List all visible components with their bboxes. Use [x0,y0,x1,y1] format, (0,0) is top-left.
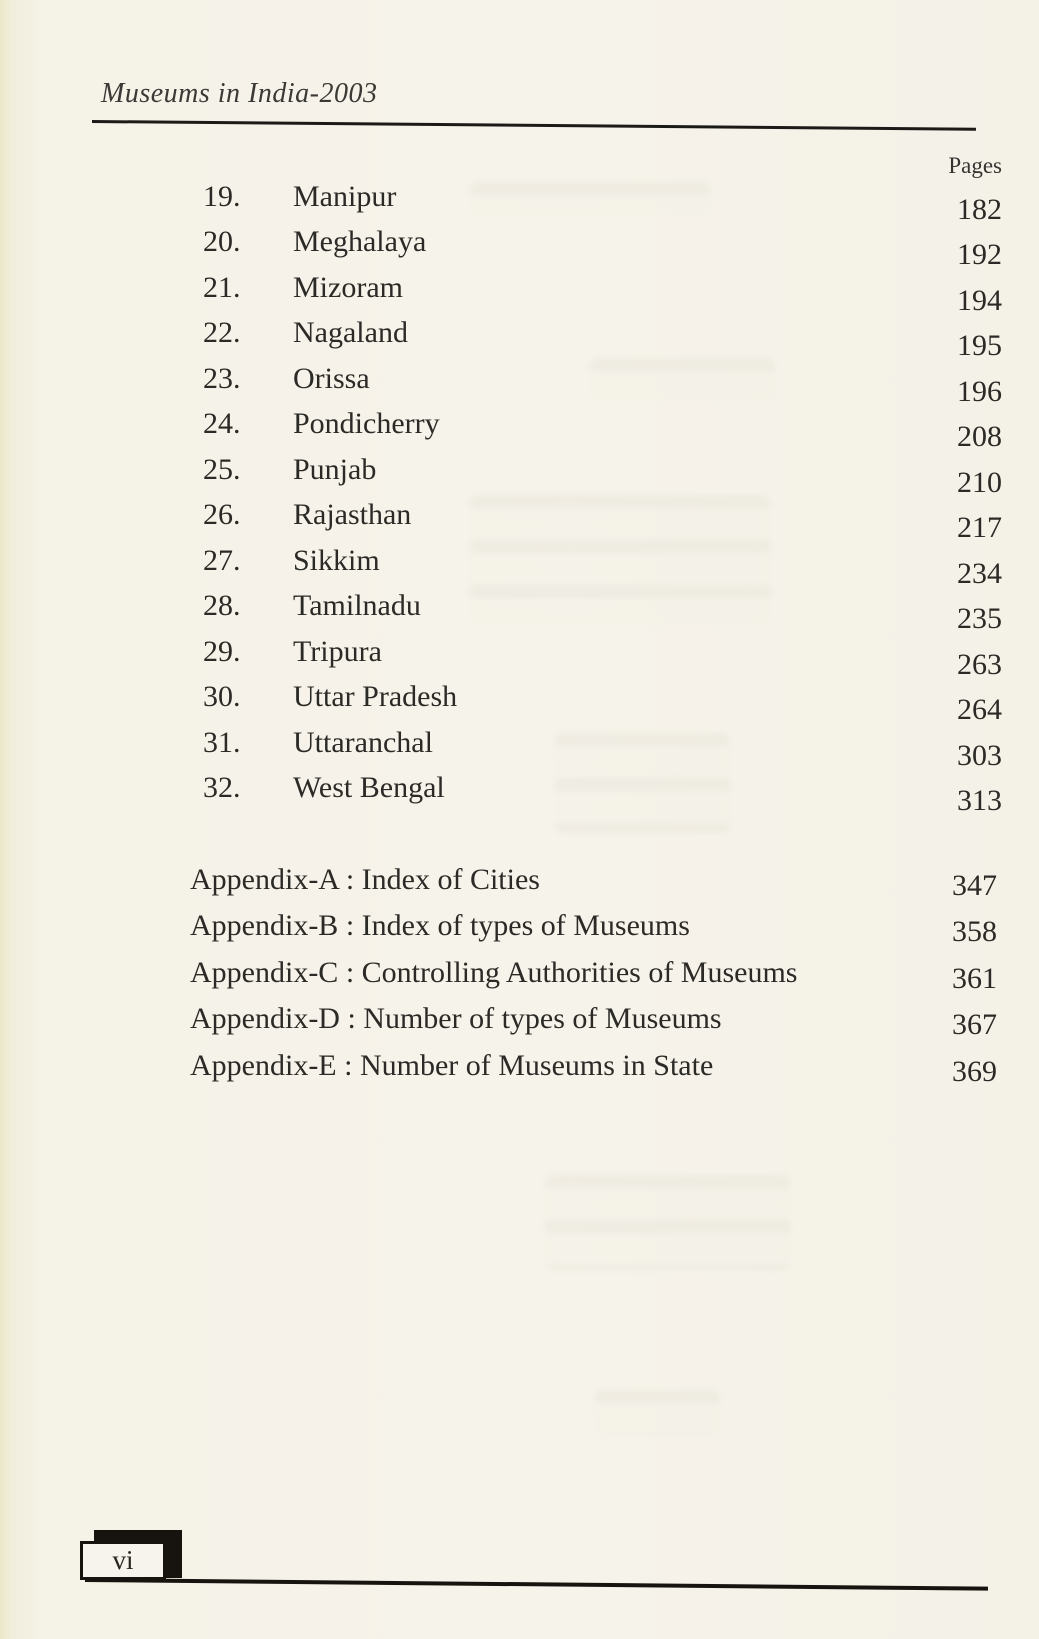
appendix-page: 347 [952,869,997,902]
toc-row [0,680,1039,726]
toc-row [0,635,1039,681]
appendix-row [0,956,1039,1000]
pages-column-header: Pages [948,153,1002,178]
toc-entry-page: 210 [957,466,1002,499]
toc-entry-page: 234 [957,557,1002,590]
toc-entry-label: Uttaranchal [293,726,433,759]
toc-row [0,225,1039,271]
toc-entry-page: 182 [957,193,1002,226]
toc-entry-label: Tamilnadu [293,589,421,622]
toc-row [0,316,1039,362]
toc-entry-label: Nagaland [293,316,408,349]
appendix-label: Appendix-A : Index of Cities [190,863,540,896]
page-marker-label: vi [112,1545,134,1575]
toc-entry-label: Uttar Pradesh [293,680,458,713]
toc-entry-page: 264 [957,693,1002,726]
toc-entry-label: Tripura [293,635,382,668]
toc-entry-number: 25. [203,453,241,486]
toc-row [0,726,1039,772]
toc-entry-number: 30. [203,680,241,713]
footer-rule [85,1578,988,1590]
toc-entry-page: 235 [957,602,1002,635]
toc-entry-number: 22. [203,316,241,349]
toc-entry-page: 303 [957,739,1002,772]
toc-entry-number: 26. [203,498,241,531]
toc-row [0,453,1039,499]
appendix-page: 361 [952,962,997,995]
bleed-through-artifact [470,182,710,214]
toc-entry-label: Orissa [293,362,370,395]
appendix-page: 358 [952,915,997,948]
header-rule [92,120,976,131]
appendix-row [0,863,1039,907]
toc-entry-label: Manipur [293,180,397,213]
bleed-through-artifact [555,733,730,833]
toc-entry-page: 195 [957,329,1002,362]
toc-row [0,771,1039,817]
page-title: Museums in India-2003 [101,78,378,109]
appendix-label: Appendix-E : Number of Museums in State [190,1049,714,1082]
toc-row [0,271,1039,317]
toc-entry-number: 29. [203,635,241,668]
toc-entry-number: 21. [203,271,241,304]
toc-entry-number: 32. [203,771,241,804]
toc-entry-page: 208 [957,420,1002,453]
bleed-through-artifact [595,1390,720,1436]
toc-entry-number: 31. [203,726,241,759]
toc-entry-page: 196 [957,375,1002,408]
bleed-through-artifact [590,358,775,400]
toc-entry-page: 194 [957,284,1002,317]
toc-entry-page: 217 [957,511,1002,544]
toc-entry-label: Sikkim [293,544,380,577]
bleed-through-artifact [545,1175,790,1270]
appendix-row [0,909,1039,953]
appendix-row [0,1002,1039,1046]
toc-entry-number: 27. [203,544,241,577]
appendix-row [0,1049,1039,1093]
toc-entry-page: 313 [957,784,1002,817]
toc-entry-label: West Bengal [293,771,445,804]
toc-entry-page: 263 [957,648,1002,681]
toc-entry-number: 23. [203,362,241,395]
toc-entry-label: Mizoram [293,271,403,304]
toc-entry-number: 28. [203,589,241,622]
toc-entry-number: 24. [203,407,241,440]
appendix-page: 369 [952,1055,997,1088]
appendix-label: Appendix-C : Controlling Authorities of Museums [190,956,798,989]
toc-entry-label: Meghalaya [293,225,427,258]
toc-row [0,362,1039,408]
appendix-page: 367 [952,1008,997,1041]
appendix-label: Appendix-B : Index of types of Museums [190,909,690,942]
toc-row [0,407,1039,453]
toc-entry-label: Pondicherry [293,407,440,440]
page-marker-box [80,1541,166,1580]
appendix-label: Appendix-D : Number of types of Museums [190,1002,722,1035]
bleed-through-artifact [470,495,770,625]
toc-entry-number: 20. [203,225,241,258]
toc-entry-label: Punjab [293,453,377,486]
toc-entry-page: 192 [957,238,1002,271]
toc-entry-label: Rajasthan [293,498,412,531]
toc-entry-number: 19. [203,180,241,213]
